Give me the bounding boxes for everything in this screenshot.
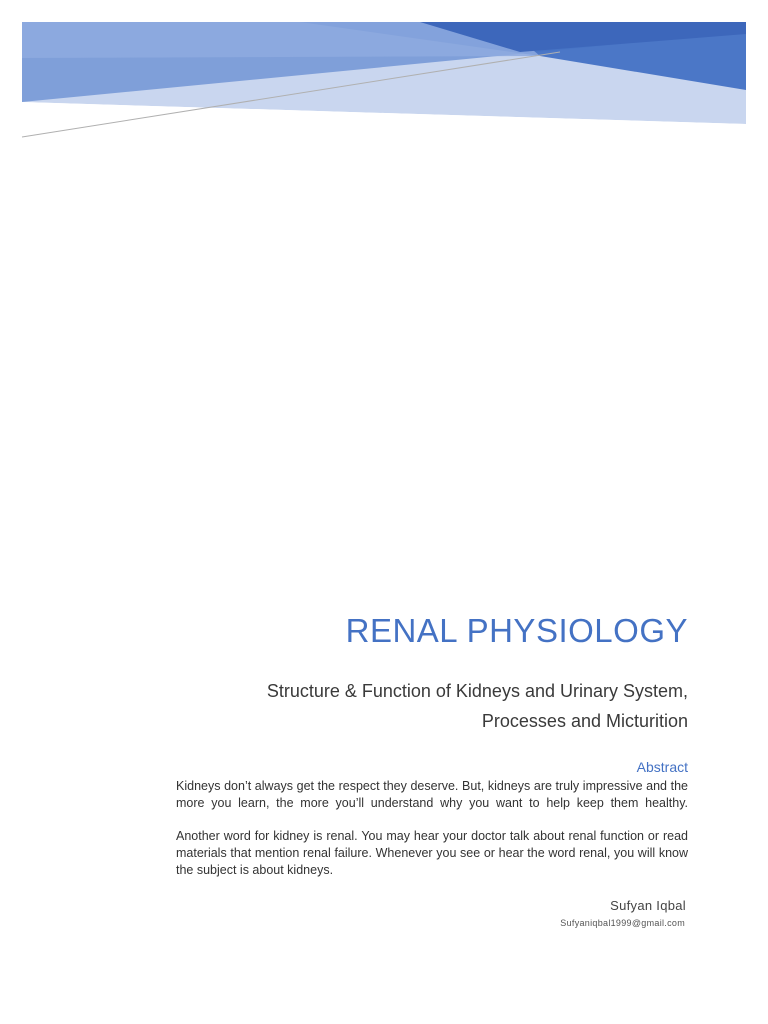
abstract-paragraph: Kidneys don’t always get the respect they deserve. But, kidneys are truly impressive and the more you learn, the more you’ll understand why you want to help keep them healthy. <box>176 779 688 810</box>
subtitle-line-1: Structure & Function of Kidneys and Urinary System, <box>266 681 688 701</box>
abstract-body <box>176 778 688 879</box>
document-subtitle <box>128 676 688 736</box>
document-title: RENAL PHYSIOLOGY <box>345 612 688 649</box>
abstract-paragraph: Another word for kidney is renal. You may hear your doctor talk about renal function or read materials that mention renal failure. Whenever you see or hear the word renal, you will know the subject is about kidneys. <box>176 829 688 877</box>
subtitle-line-2: Processes and Micturition <box>481 711 688 731</box>
author-email: Sufyaniqbal1999@gmail.com <box>560 918 685 928</box>
abstract-heading: Abstract <box>636 759 688 775</box>
author-name: Sufyan Iqbal <box>610 898 686 913</box>
cover-banner <box>0 0 768 160</box>
